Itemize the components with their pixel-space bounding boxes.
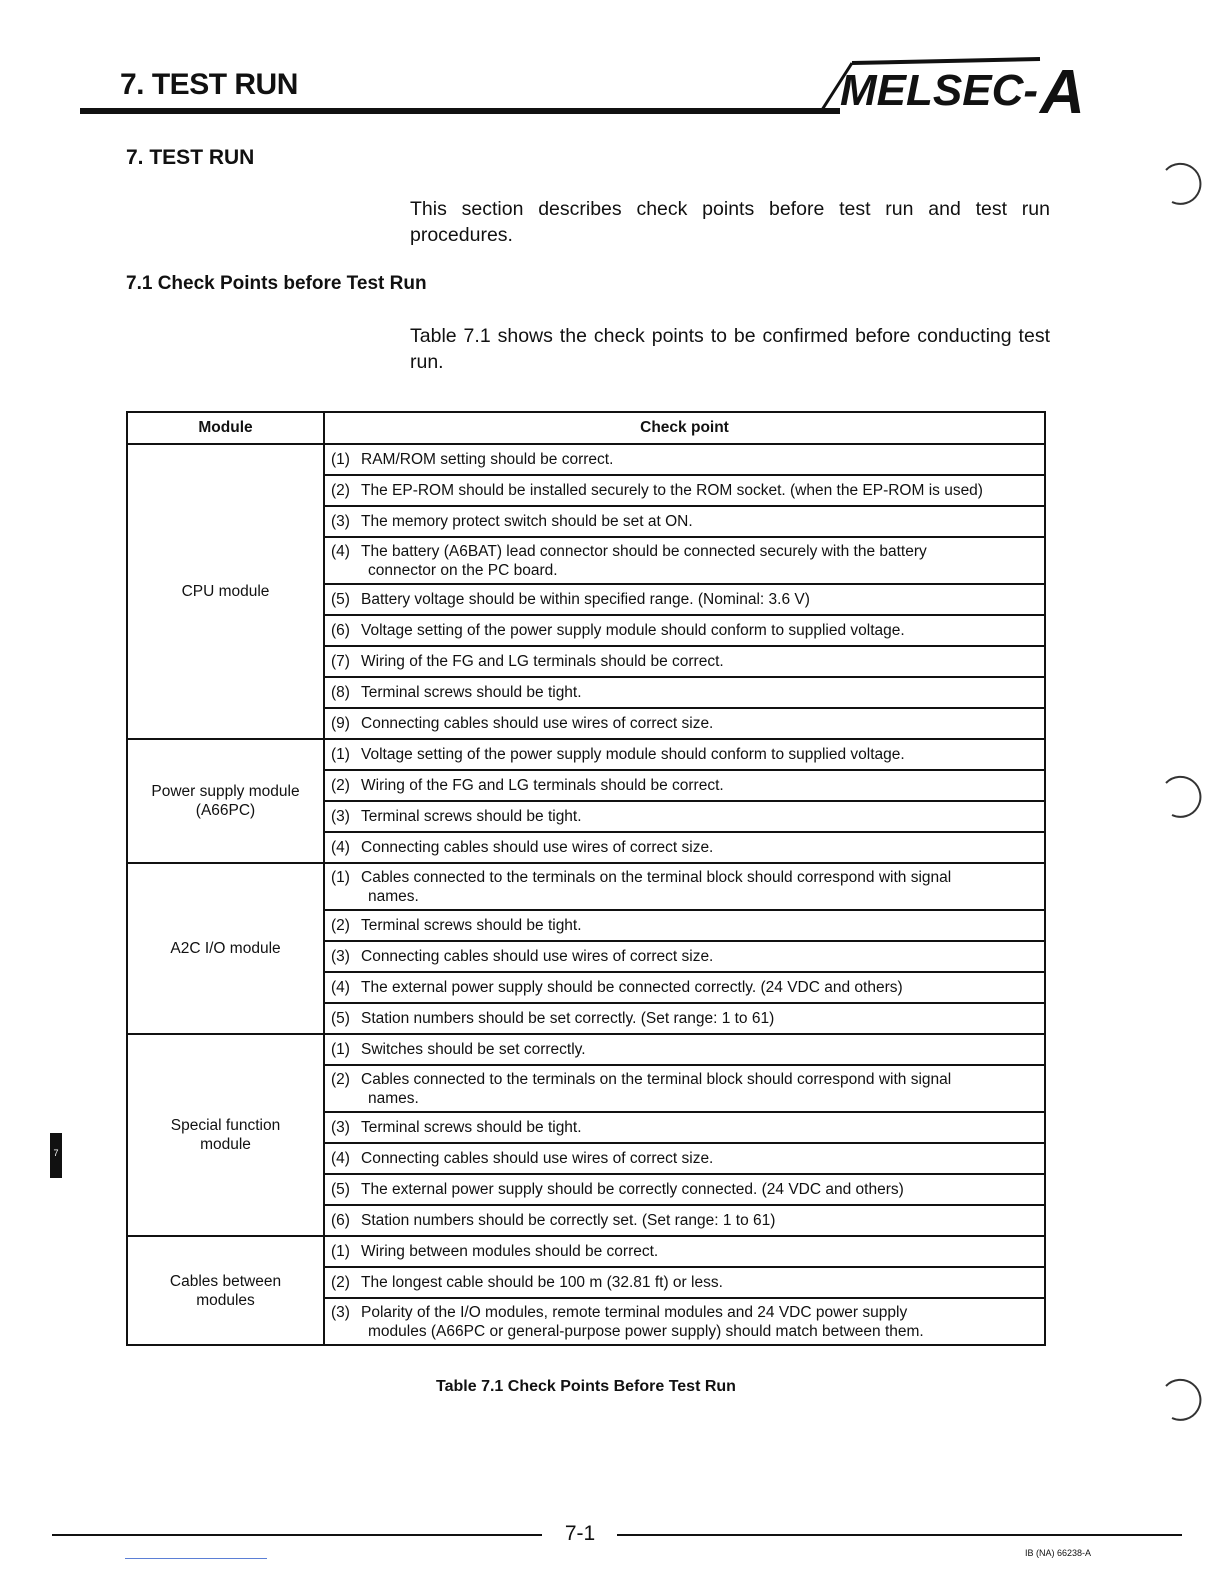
document-code: IB (NA) 66238-A [1025, 1548, 1092, 1558]
check-point-cell [324, 801, 1045, 832]
subsection-title: 7.1 Check Points before Test Run [126, 273, 427, 294]
check-point-cell [324, 506, 1045, 537]
check-point-number: (5) [331, 591, 350, 608]
check-point-text: Cables connected to the terminals on the terminal block should correspond with signal [361, 1070, 952, 1088]
check-point-cell [324, 1267, 1045, 1298]
brand-letter: A [1040, 58, 1085, 125]
check-point-cell [324, 1205, 1045, 1236]
check-point-column-header: Check point [324, 412, 1045, 444]
check-point-text: Station numbers should be set correctly. (Set range: 1 to 61) [361, 1010, 775, 1027]
chapter-tab-marker: 7 [50, 1133, 62, 1178]
check-point-text: Voltage setting of the power supply module should conform to supplied voltage. [361, 746, 905, 763]
check-point-line [331, 807, 1038, 826]
check-point-number: (1) [331, 868, 350, 886]
check-point-cell [324, 1112, 1045, 1143]
module-cell: Special function module [127, 1034, 324, 1236]
check-point-text: The EP-ROM should be installed securely to the ROM socket. (when the EP-ROM is used) [361, 482, 983, 499]
section-title: 7. TEST RUN [126, 146, 255, 169]
check-point-cell [324, 646, 1045, 677]
brand-text: MELSEC- [840, 66, 1038, 115]
check-point-cell [324, 1298, 1045, 1345]
check-point-line [331, 1303, 1038, 1322]
check-point-cell [324, 584, 1045, 615]
check-point-line [331, 916, 1038, 935]
check-point-number: (1) [331, 1041, 350, 1058]
check-point-text: Terminal screws should be tight. [361, 1119, 582, 1136]
check-point-number: (1) [331, 746, 350, 763]
check-point-line [331, 745, 1038, 764]
check-point-number: (6) [331, 1212, 350, 1229]
check-point-number: (3) [331, 1303, 350, 1321]
melsec-logo [800, 55, 1100, 125]
check-point-cell [324, 739, 1045, 770]
check-point-continuation: names. [368, 1089, 419, 1107]
check-point-line [331, 652, 1038, 671]
check-point-number: (2) [331, 777, 350, 794]
check-point-text: The memory protect switch should be set at ON. [361, 513, 693, 530]
check-point-number: (4) [331, 839, 350, 856]
check-point-cell [324, 1236, 1045, 1267]
check-point-line [331, 776, 1038, 795]
check-point-line [331, 542, 1038, 561]
check-point-line [331, 1211, 1038, 1230]
check-point-cell [324, 832, 1045, 863]
check-point-line [331, 621, 1038, 640]
check-point-cell [324, 708, 1045, 739]
check-point-line [331, 683, 1038, 702]
check-point-text: The external power supply should be correctly connected. (24 VDC and others) [361, 1181, 904, 1198]
check-point-cell [324, 1034, 1045, 1065]
check-point-line [331, 1118, 1038, 1137]
check-point-line [331, 1180, 1038, 1199]
check-point-number: (4) [331, 979, 350, 996]
check-point-cell [324, 475, 1045, 506]
binder-hole-icon [1162, 162, 1206, 206]
check-point-text: Terminal screws should be tight. [361, 917, 582, 934]
check-point-continuation: modules (A66PC or general-purpose power supply) should match between them. [368, 1322, 924, 1340]
check-point-cell [324, 615, 1045, 646]
check-points-body [127, 444, 1045, 1345]
check-point-number: (5) [331, 1010, 350, 1027]
check-point-cell [324, 1174, 1045, 1205]
check-point-cell [324, 444, 1045, 475]
check-point-number: (4) [331, 542, 350, 560]
check-point-line [331, 1009, 1038, 1028]
check-point-text: Terminal screws should be tight. [361, 808, 582, 825]
table-row [127, 863, 1045, 910]
binder-hole-icon [1162, 775, 1206, 819]
check-point-number: (2) [331, 1274, 350, 1291]
check-point-text: Connecting cables should use wires of correct size. [361, 1150, 714, 1167]
check-point-text: Connecting cables should use wires of correct size. [361, 839, 714, 856]
check-point-text: Wiring of the FG and LG terminals should be correct. [361, 653, 724, 670]
check-point-number: (6) [331, 622, 350, 639]
check-point-text: The battery (A6BAT) lead connector should be connected securely with the battery [361, 542, 927, 560]
page-number: 7-1 [564, 1522, 596, 1545]
check-point-number: (7) [331, 653, 350, 670]
check-point-cell [324, 910, 1045, 941]
check-point-text: Switches should be set correctly. [361, 1041, 586, 1058]
check-point-cell [324, 677, 1045, 708]
module-column-header: Module [127, 412, 324, 444]
table-row [127, 444, 1045, 475]
table-row [127, 1034, 1045, 1065]
check-point-text: Battery voltage should be within specified range. (Nominal: 3.6 V) [361, 591, 810, 608]
check-point-line [331, 590, 1038, 609]
check-point-number: (1) [331, 1243, 350, 1260]
check-point-text: Terminal screws should be tight. [361, 684, 582, 701]
check-point-text: Wiring of the FG and LG terminals should be correct. [361, 777, 724, 794]
check-point-number: (3) [331, 513, 350, 530]
check-point-number: (3) [331, 1119, 350, 1136]
check-point-line [331, 714, 1038, 733]
check-point-text: Connecting cables should use wires of correct size. [361, 715, 714, 732]
check-point-line [331, 1242, 1038, 1261]
check-point-number: (9) [331, 715, 350, 732]
check-point-cell [324, 1065, 1045, 1112]
check-point-text: Station numbers should be correctly set. (Set range: 1 to 61) [361, 1212, 776, 1229]
check-point-line [331, 947, 1038, 966]
table-row [127, 739, 1045, 770]
chapter-header-title: 7. TEST RUN [120, 68, 298, 101]
module-cell: CPU module [127, 444, 324, 739]
check-point-number: (2) [331, 917, 350, 934]
check-point-text: Cables connected to the terminals on the terminal block should correspond with signal [361, 868, 952, 886]
table-caption: Table 7.1 Check Points Before Test Run [436, 1378, 736, 1395]
table-row [127, 1236, 1045, 1267]
check-point-cell [324, 1003, 1045, 1034]
check-point-cell [324, 972, 1045, 1003]
check-point-text: Wiring between modules should be correct. [361, 1243, 659, 1260]
check-point-line [331, 838, 1038, 857]
check-point-text: Connecting cables should use wires of correct size. [361, 948, 714, 965]
check-point-line [331, 512, 1038, 531]
check-point-line [331, 1273, 1038, 1292]
check-point-number: (5) [331, 1181, 350, 1198]
module-cell: Cables between modules [127, 1236, 324, 1345]
check-point-line [331, 450, 1038, 469]
section-intro: This section describes check points before test run and test run procedures. [410, 198, 1050, 246]
footer-blue-line [125, 1558, 267, 1559]
subsection-intro: Table 7.1 shows the check points to be confirmed before conducting test run. [410, 325, 1050, 373]
check-point-text: RAM/ROM setting should be correct. [361, 451, 614, 468]
check-point-number: (8) [331, 684, 350, 701]
footer-rule-left [52, 1534, 542, 1536]
check-point-text: The longest cable should be 100 m (32.81 ft) or less. [361, 1274, 723, 1291]
check-point-line [331, 1040, 1038, 1059]
check-point-number: (1) [331, 451, 350, 468]
check-point-line [331, 1070, 1038, 1089]
footer-rule-right [617, 1534, 1182, 1536]
check-point-continuation: connector on the PC board. [368, 561, 558, 579]
check-point-line [331, 978, 1038, 997]
header-rule [80, 108, 840, 114]
module-cell: Power supply module (A66PC) [127, 739, 324, 863]
check-point-text: Polarity of the I/O modules, remote terminal modules and 24 VDC power supply [361, 1303, 908, 1321]
check-point-number: (2) [331, 482, 350, 499]
check-point-number: (3) [331, 948, 350, 965]
check-point-number: (2) [331, 1070, 350, 1088]
check-point-cell [324, 537, 1045, 584]
check-point-cell [324, 1143, 1045, 1174]
binder-hole-icon [1162, 1378, 1206, 1422]
check-point-continuation: names. [368, 887, 419, 905]
check-point-line [331, 481, 1038, 500]
check-point-text: Voltage setting of the power supply module should conform to supplied voltage. [361, 622, 905, 639]
check-point-line [331, 1149, 1038, 1168]
check-point-cell [324, 863, 1045, 910]
check-point-text: The external power supply should be connected correctly. (24 VDC and others) [361, 979, 903, 996]
check-point-number: (4) [331, 1150, 350, 1167]
check-point-cell [324, 770, 1045, 801]
check-point-cell [324, 941, 1045, 972]
module-cell: A2C I/O module [127, 863, 324, 1034]
check-points-table [126, 411, 1046, 1346]
check-point-line [331, 868, 1038, 887]
check-point-number: (3) [331, 808, 350, 825]
